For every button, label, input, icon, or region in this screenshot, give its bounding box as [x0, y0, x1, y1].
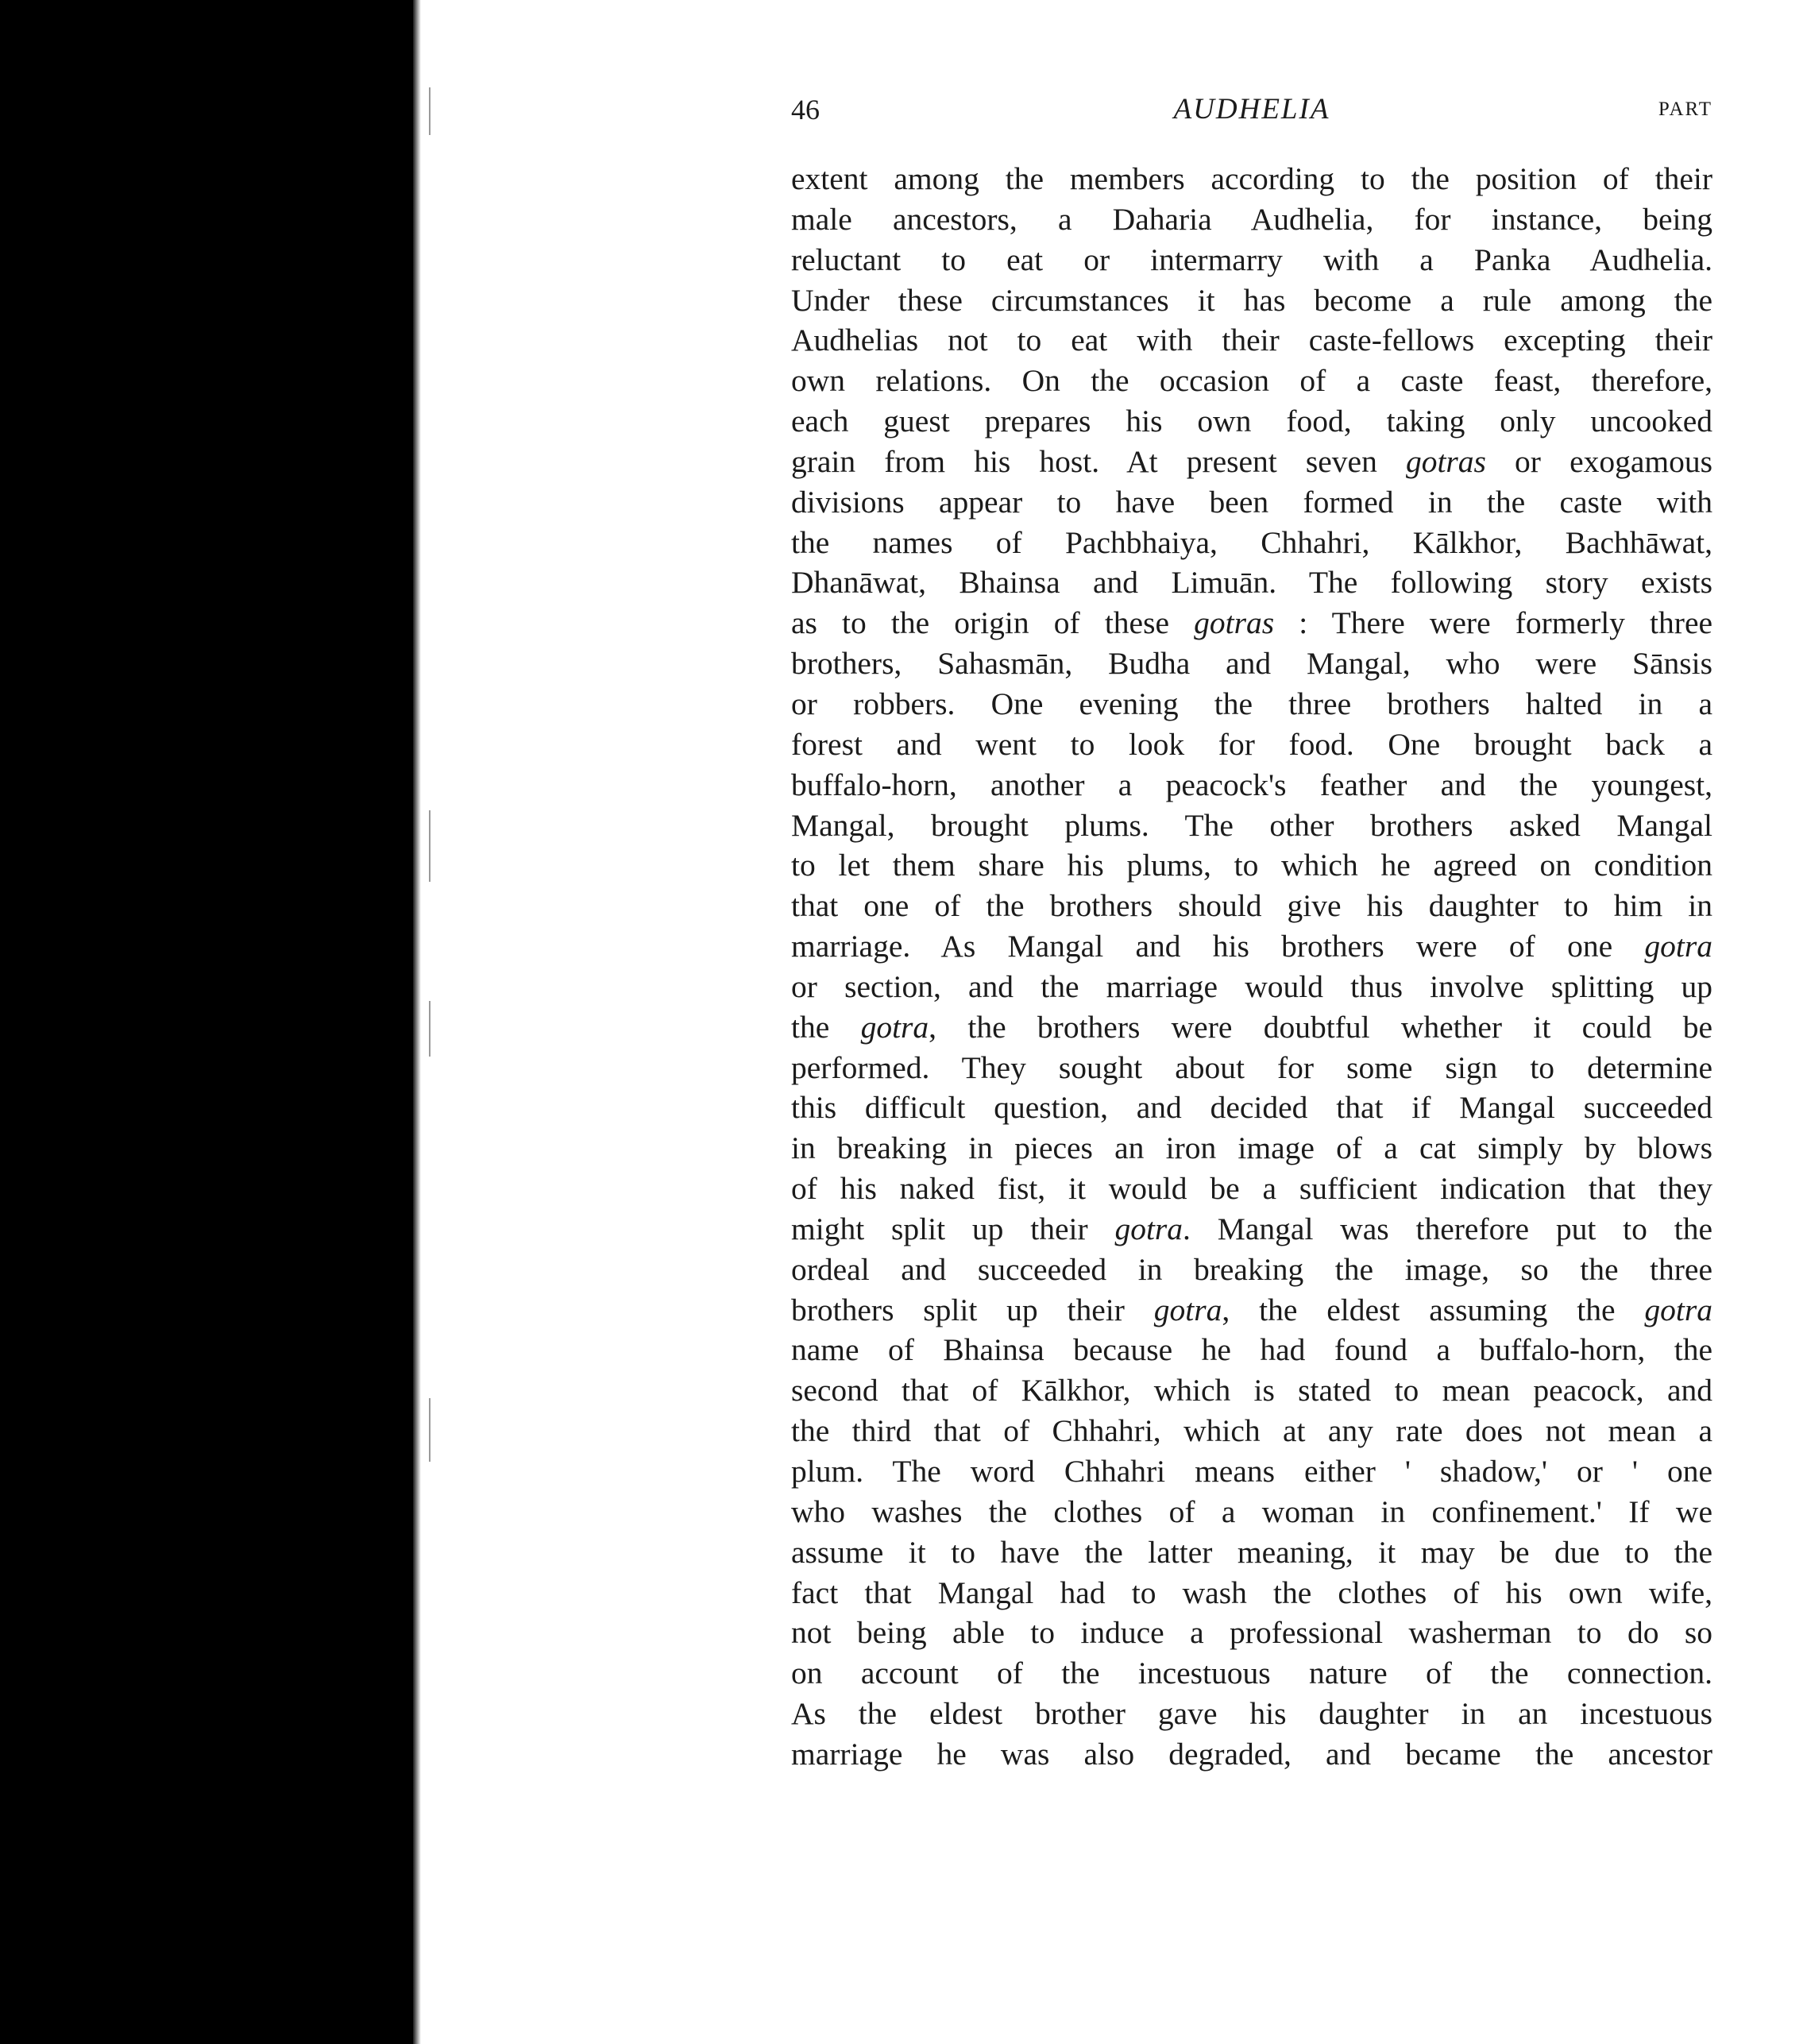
- text-line: grain from his host. At present seven gotras or exogamous: [791, 443, 1712, 479]
- text-line: divisions appear to have been formed in the caste with: [791, 484, 1712, 520]
- text-line: Dhanāwat, Bhainsa and Limuān. The following story exists: [791, 565, 1712, 601]
- running-head: [791, 89, 1712, 130]
- text-line: marriage. As Mangal and his brothers were of one gotra: [791, 929, 1712, 964]
- text-line: the third that of Chhahri, which at any rate does not mean a: [791, 1413, 1712, 1449]
- part-label: PART: [1658, 99, 1712, 120]
- text-line: on account of the incestuous nature of the connection.: [791, 1656, 1712, 1691]
- text-line: Under these circumstances it has become a rule among the: [791, 282, 1712, 318]
- text-line: who washes the clothes of a woman in confinement.' If we: [791, 1493, 1712, 1529]
- gutter-mark: [429, 87, 431, 135]
- text-line: marriage he was also degraded, and became the ancestor: [791, 1736, 1712, 1772]
- text-line: of his naked fist, it would be a sufficient indication that they: [791, 1171, 1712, 1207]
- text-line: in breaking in pieces an iron image of a cat simply by blows: [791, 1130, 1712, 1166]
- text-line: that one of the brothers should give his daughter to him in: [791, 888, 1712, 924]
- text-line: to let them share his plums, to which he agreed on condition: [791, 848, 1712, 883]
- text-line: this difficult question, and decided that if Mangal succeeded: [791, 1090, 1712, 1126]
- text-line: extent among the members according to the position of their: [791, 161, 1712, 196]
- text-line: as to the origin of these gotras : There were formerly three: [791, 605, 1712, 641]
- text-line: performed. They sought about for some sign to determine: [791, 1049, 1712, 1085]
- page-number: 46: [791, 94, 820, 126]
- scan-dark-margin: [0, 0, 413, 2044]
- text-line: forest and went to look for food. One brought back a: [791, 726, 1712, 762]
- text-line: As the eldest brother gave his daughter in an incestuous: [791, 1696, 1712, 1732]
- text-line: the gotra, the brothers were doubtful whether it could be: [791, 1009, 1712, 1045]
- text-line: assume it to have the latter meaning, it may be due to the: [791, 1534, 1712, 1570]
- gutter-mark: [429, 1001, 431, 1057]
- text-line: second that of Kālkhor, which is stated to mean peacock, and: [791, 1373, 1712, 1408]
- gutter-mark: [429, 1398, 431, 1462]
- text-line: reluctant to eat or intermarry with a Panka Audhelia.: [791, 241, 1712, 277]
- text-line: not being able to induce a professional washerman to do so: [791, 1615, 1712, 1651]
- text-line: each guest prepares his own food, taking only uncooked: [791, 404, 1712, 439]
- text-line: the names of Pachbhaiya, Chhahri, Kālkhor, Bachhāwat,: [791, 524, 1712, 560]
- text-line: own relations. On the occasion of a caste feast, therefore,: [791, 363, 1712, 399]
- text-line: male ancestors, a Daharia Audhelia, for instance, being: [791, 201, 1712, 237]
- text-line: buffalo-horn, another a peacock's feather and the youngest,: [791, 767, 1712, 802]
- text-line: brothers, Sahasmān, Budha and Mangal, who were Sānsis: [791, 646, 1712, 682]
- text-line: Mangal, brought plums. The other brothers asked Mangal: [791, 807, 1712, 843]
- text-line: brothers split up their gotra, the eldest assuming the gotra: [791, 1292, 1712, 1327]
- text-line: plum. The word Chhahri means either ' shadow,' or ' one: [791, 1454, 1712, 1489]
- text-line: fact that Mangal had to wash the clothes of his own wife,: [791, 1575, 1712, 1610]
- gutter-mark: [429, 810, 431, 882]
- book-page: [791, 89, 1712, 1775]
- text-line: name of Bhainsa because he had found a buffalo-horn, the: [791, 1332, 1712, 1368]
- text-line: Audhelias not to eat with their caste-fellows excepting their: [791, 323, 1712, 358]
- text-line: ordeal and succeeded in breaking the image, so the three: [791, 1251, 1712, 1287]
- text-line: or section, and the marriage would thus involve splitting up: [791, 968, 1712, 1004]
- text-line: might split up their gotra. Mangal was therefore put to the: [791, 1211, 1712, 1246]
- text-line: or robbers. One evening the three brothers halted in a: [791, 686, 1712, 721]
- running-title: AUDHELIA: [1173, 93, 1330, 126]
- body-text: [791, 159, 1712, 1775]
